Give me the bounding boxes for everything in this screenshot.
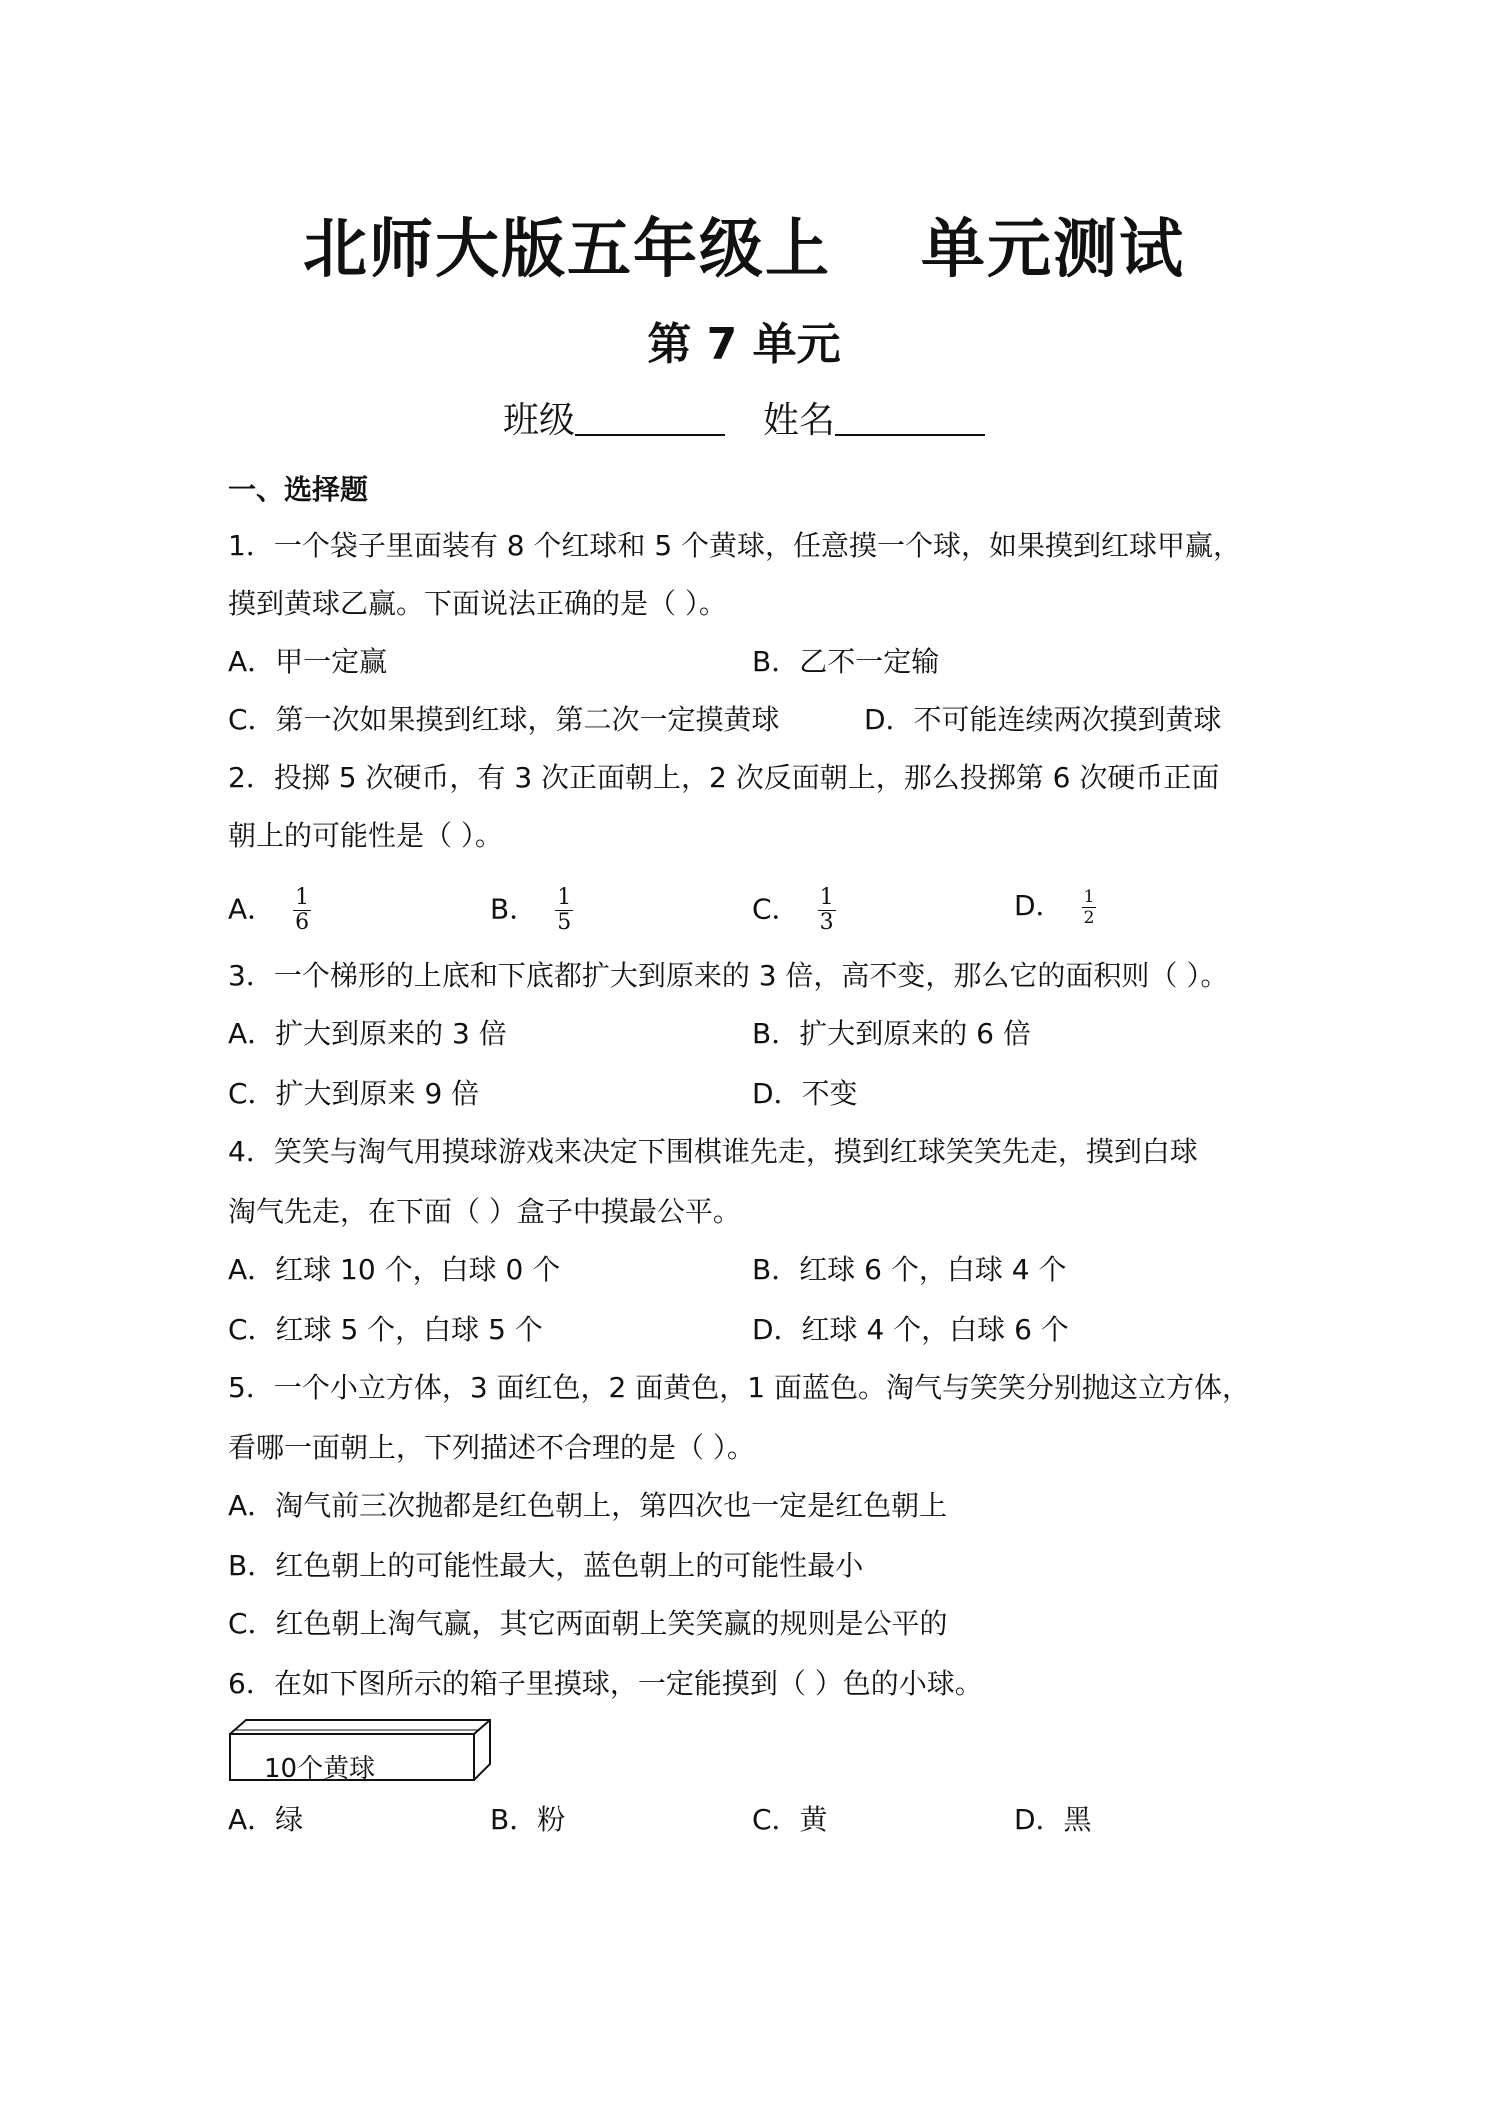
q2-option-b-label: B． [490,892,538,926]
q1-option-d[interactable]: D．不可能连续两次摸到黄球 [864,703,1222,736]
q1-line2: 摸到黄球乙赢。下面说法正确的是（ ）。 [228,587,727,620]
numerator: 1 [557,885,572,910]
q5-option-b[interactable]: B．红色朝上的可能性最大，蓝色朝上的可能性最小 [228,1549,864,1582]
q3-option-c[interactable]: C．扩大到原来 9 倍 [228,1077,480,1110]
q3-line1: 3．一个梯形的上底和下底都扩大到原来的 3 倍，高不变，那么它的面积则（ ）。 [228,959,1229,992]
q6-option-d[interactable]: D．黑 [1014,1803,1092,1836]
denominator: 3 [819,910,834,935]
denominator: 6 [295,910,310,935]
fraction [555,886,573,935]
q4-option-c[interactable]: C．红球 5 个，白球 5 个 [228,1313,543,1346]
q3-option-d[interactable]: D．不变 [752,1077,858,1110]
section-heading: 一、选择题 [228,473,369,506]
q4-line1: 4．笑笑与淘气用摸球游戏来决定下围棋谁先走，摸到红球笑笑先走，摸到白球 [228,1135,1198,1168]
class-blank[interactable] [575,400,725,436]
q2-line1: 2．投掷 5 次硬币，有 3 次正面朝上，2 次反面朝上，那么投掷第 6 次硬币正面 [228,761,1220,794]
q2-option-c[interactable] [752,886,836,935]
class-label: 班级 [502,400,575,441]
q1-option-a[interactable]: A．甲一定赢 [228,645,388,678]
q2-option-d[interactable] [1014,886,1096,928]
q5-line1: 5．一个小立方体，3 面红色，2 面黄色，1 面蓝色。淘气与笑笑分别抛这立方体， [228,1371,1250,1404]
q4-line2: 淘气先走，在下面（ ）盒子中摸最公平。 [228,1195,741,1228]
q2-option-d-label: D． [1014,889,1064,922]
denominator: 5 [557,910,572,935]
name-blank[interactable] [835,400,985,436]
q2-option-a[interactable] [228,886,311,935]
q5-option-a[interactable]: A．淘气前三次抛都是红色朝上，第四次也一定是红色朝上 [228,1489,948,1522]
fraction [818,886,836,935]
q4-option-d[interactable]: D．红球 4 个，白球 6 个 [752,1313,1069,1346]
box-label: 10个黄球 [264,1754,376,1784]
q6-line1: 6．在如下图所示的箱子里摸球，一定能摸到（ ）色的小球。 [228,1667,983,1700]
ball-box-figure [228,1718,492,1782]
title-right: 单元测试 [921,213,1185,287]
numerator: 1 [819,885,834,910]
q2-option-b[interactable] [490,886,573,935]
unit-heading: 第 7 单元 [647,319,841,370]
q2-option-c-label: C． [752,892,800,926]
fraction [1082,887,1097,928]
q5-line2: 看哪一面朝上，下列描述不合理的是（ ）。 [228,1431,755,1464]
q3-option-b[interactable]: B．扩大到原来的 6 倍 [752,1017,1031,1050]
q1-line1: 1．一个袋子里面装有 8 个红球和 5 个黄球，任意摸一个球，如果摸到红球甲赢， [228,529,1242,562]
q2-option-a-label: A． [228,892,276,926]
q1-option-c[interactable]: C．第一次如果摸到红球，第二次一定摸黄球 [228,703,780,736]
q6-option-b[interactable]: B．粉 [490,1803,566,1836]
page-title [0,198,1488,290]
denominator: 2 [1083,907,1095,928]
q1-option-b[interactable]: B．乙不一定输 [752,645,940,678]
q4-option-b[interactable]: B．红球 6 个，白球 4 个 [752,1253,1067,1286]
name-label: 姓名 [763,400,836,441]
title-left: 北师大版五年级上 [303,213,831,287]
q6-option-c[interactable]: C．黄 [752,1803,828,1836]
q3-option-a[interactable]: A．扩大到原来的 3 倍 [228,1017,507,1050]
q2-line2: 朝上的可能性是（ ）。 [228,819,503,852]
numerator: 1 [295,885,310,910]
q6-option-a[interactable]: A．绿 [228,1803,304,1836]
q4-option-a[interactable]: A．红球 10 个，白球 0 个 [228,1253,561,1286]
fraction [293,886,311,935]
q5-option-c[interactable]: C．红色朝上淘气赢，其它两面朝上笑笑赢的规则是公平的 [228,1607,948,1640]
student-info-line [0,392,1488,443]
numerator: 1 [1083,886,1095,907]
